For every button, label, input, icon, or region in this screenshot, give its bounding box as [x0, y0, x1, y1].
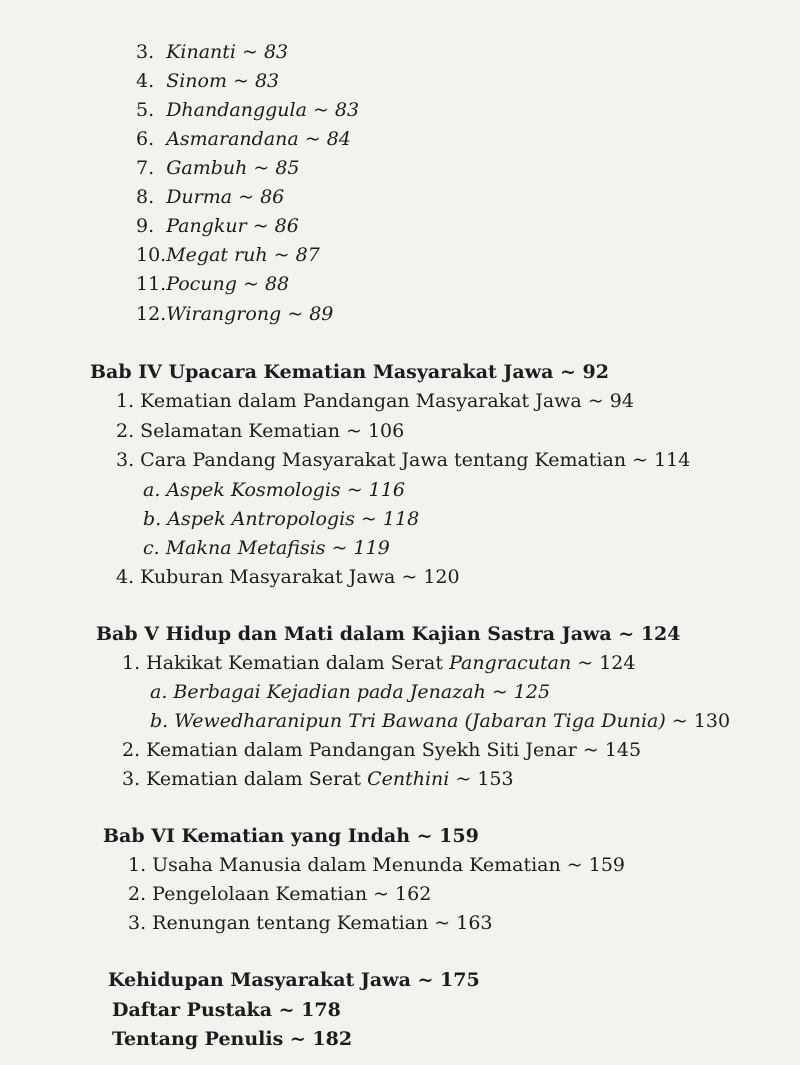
- list-item: 3. Cara Pandang Masyarakat Jawa tentang Kematian ~ 114: [116, 449, 691, 471]
- section-title: Kehidupan Masyarakat Jawa ~ 175: [108, 969, 480, 991]
- list-item: 2. Pengelolaan Kematian ~ 162: [128, 883, 432, 905]
- list-item: 7. Gambuh ~ 85: [136, 157, 300, 179]
- list-item: 2. Kematian dalam Pandangan Syekh Siti Jenar ~ 145: [122, 739, 642, 761]
- section-title: Tentang Penulis ~ 182: [112, 1028, 353, 1050]
- chapter-title: Bab VI Kematian yang Indah ~ 159: [103, 825, 479, 847]
- list-item: 3. Kinanti ~ 83: [136, 41, 289, 63]
- list-item: 1. Kematian dalam Pandangan Masyarakat Jawa ~ 94: [116, 390, 634, 412]
- list-item: c. Makna Metafisis ~ 119: [143, 537, 390, 559]
- chapter-title: Bab IV Upacara Kematian Masyarakat Jawa ~ 92: [90, 361, 609, 383]
- list-item: 4. Sinom ~ 83: [136, 70, 280, 92]
- list-item: 10.Megat ruh ~ 87: [136, 244, 320, 266]
- list-item: 6. Asmarandana ~ 84: [136, 128, 351, 150]
- list-item: 12.Wirangrong ~ 89: [136, 303, 334, 325]
- list-item: 4. Kuburan Masyarakat Jawa ~ 120: [116, 566, 460, 588]
- list-item: 11.Pocung ~ 88: [136, 273, 290, 295]
- list-item: 2. Selamatan Kematian ~ 106: [116, 420, 405, 442]
- chapter-title: Bab V Hidup dan Mati dalam Kajian Sastra Jawa ~ 124: [96, 623, 681, 645]
- list-item: 3. Renungan tentang Kematian ~ 163: [128, 912, 493, 934]
- section-title: Daftar Pustaka ~ 178: [112, 999, 341, 1021]
- list-item: 1. Usaha Manusia dalam Menunda Kematian ~ 159: [128, 854, 626, 876]
- list-item: 9. Pangkur ~ 86: [136, 215, 299, 237]
- list-item: 5. Dhandanggula ~ 83: [136, 99, 360, 121]
- list-item: a. Aspek Kosmologis ~ 116: [143, 479, 405, 501]
- list-item: 8. Durma ~ 86: [136, 186, 285, 208]
- list-item: b. Wewedharanipun Tri Bawana (Jabaran Tiga Dunia) ~ 130: [150, 710, 731, 732]
- list-item: 1. Hakikat Kematian dalam Serat Pangracutan ~ 124: [122, 652, 636, 674]
- list-item: b. Aspek Antropologis ~ 118: [143, 508, 420, 530]
- list-item: a. Berbagai Kejadian pada Jenazah ~ 125: [150, 681, 551, 703]
- list-item: 3. Kematian dalam Serat Centhini ~ 153: [122, 768, 514, 790]
